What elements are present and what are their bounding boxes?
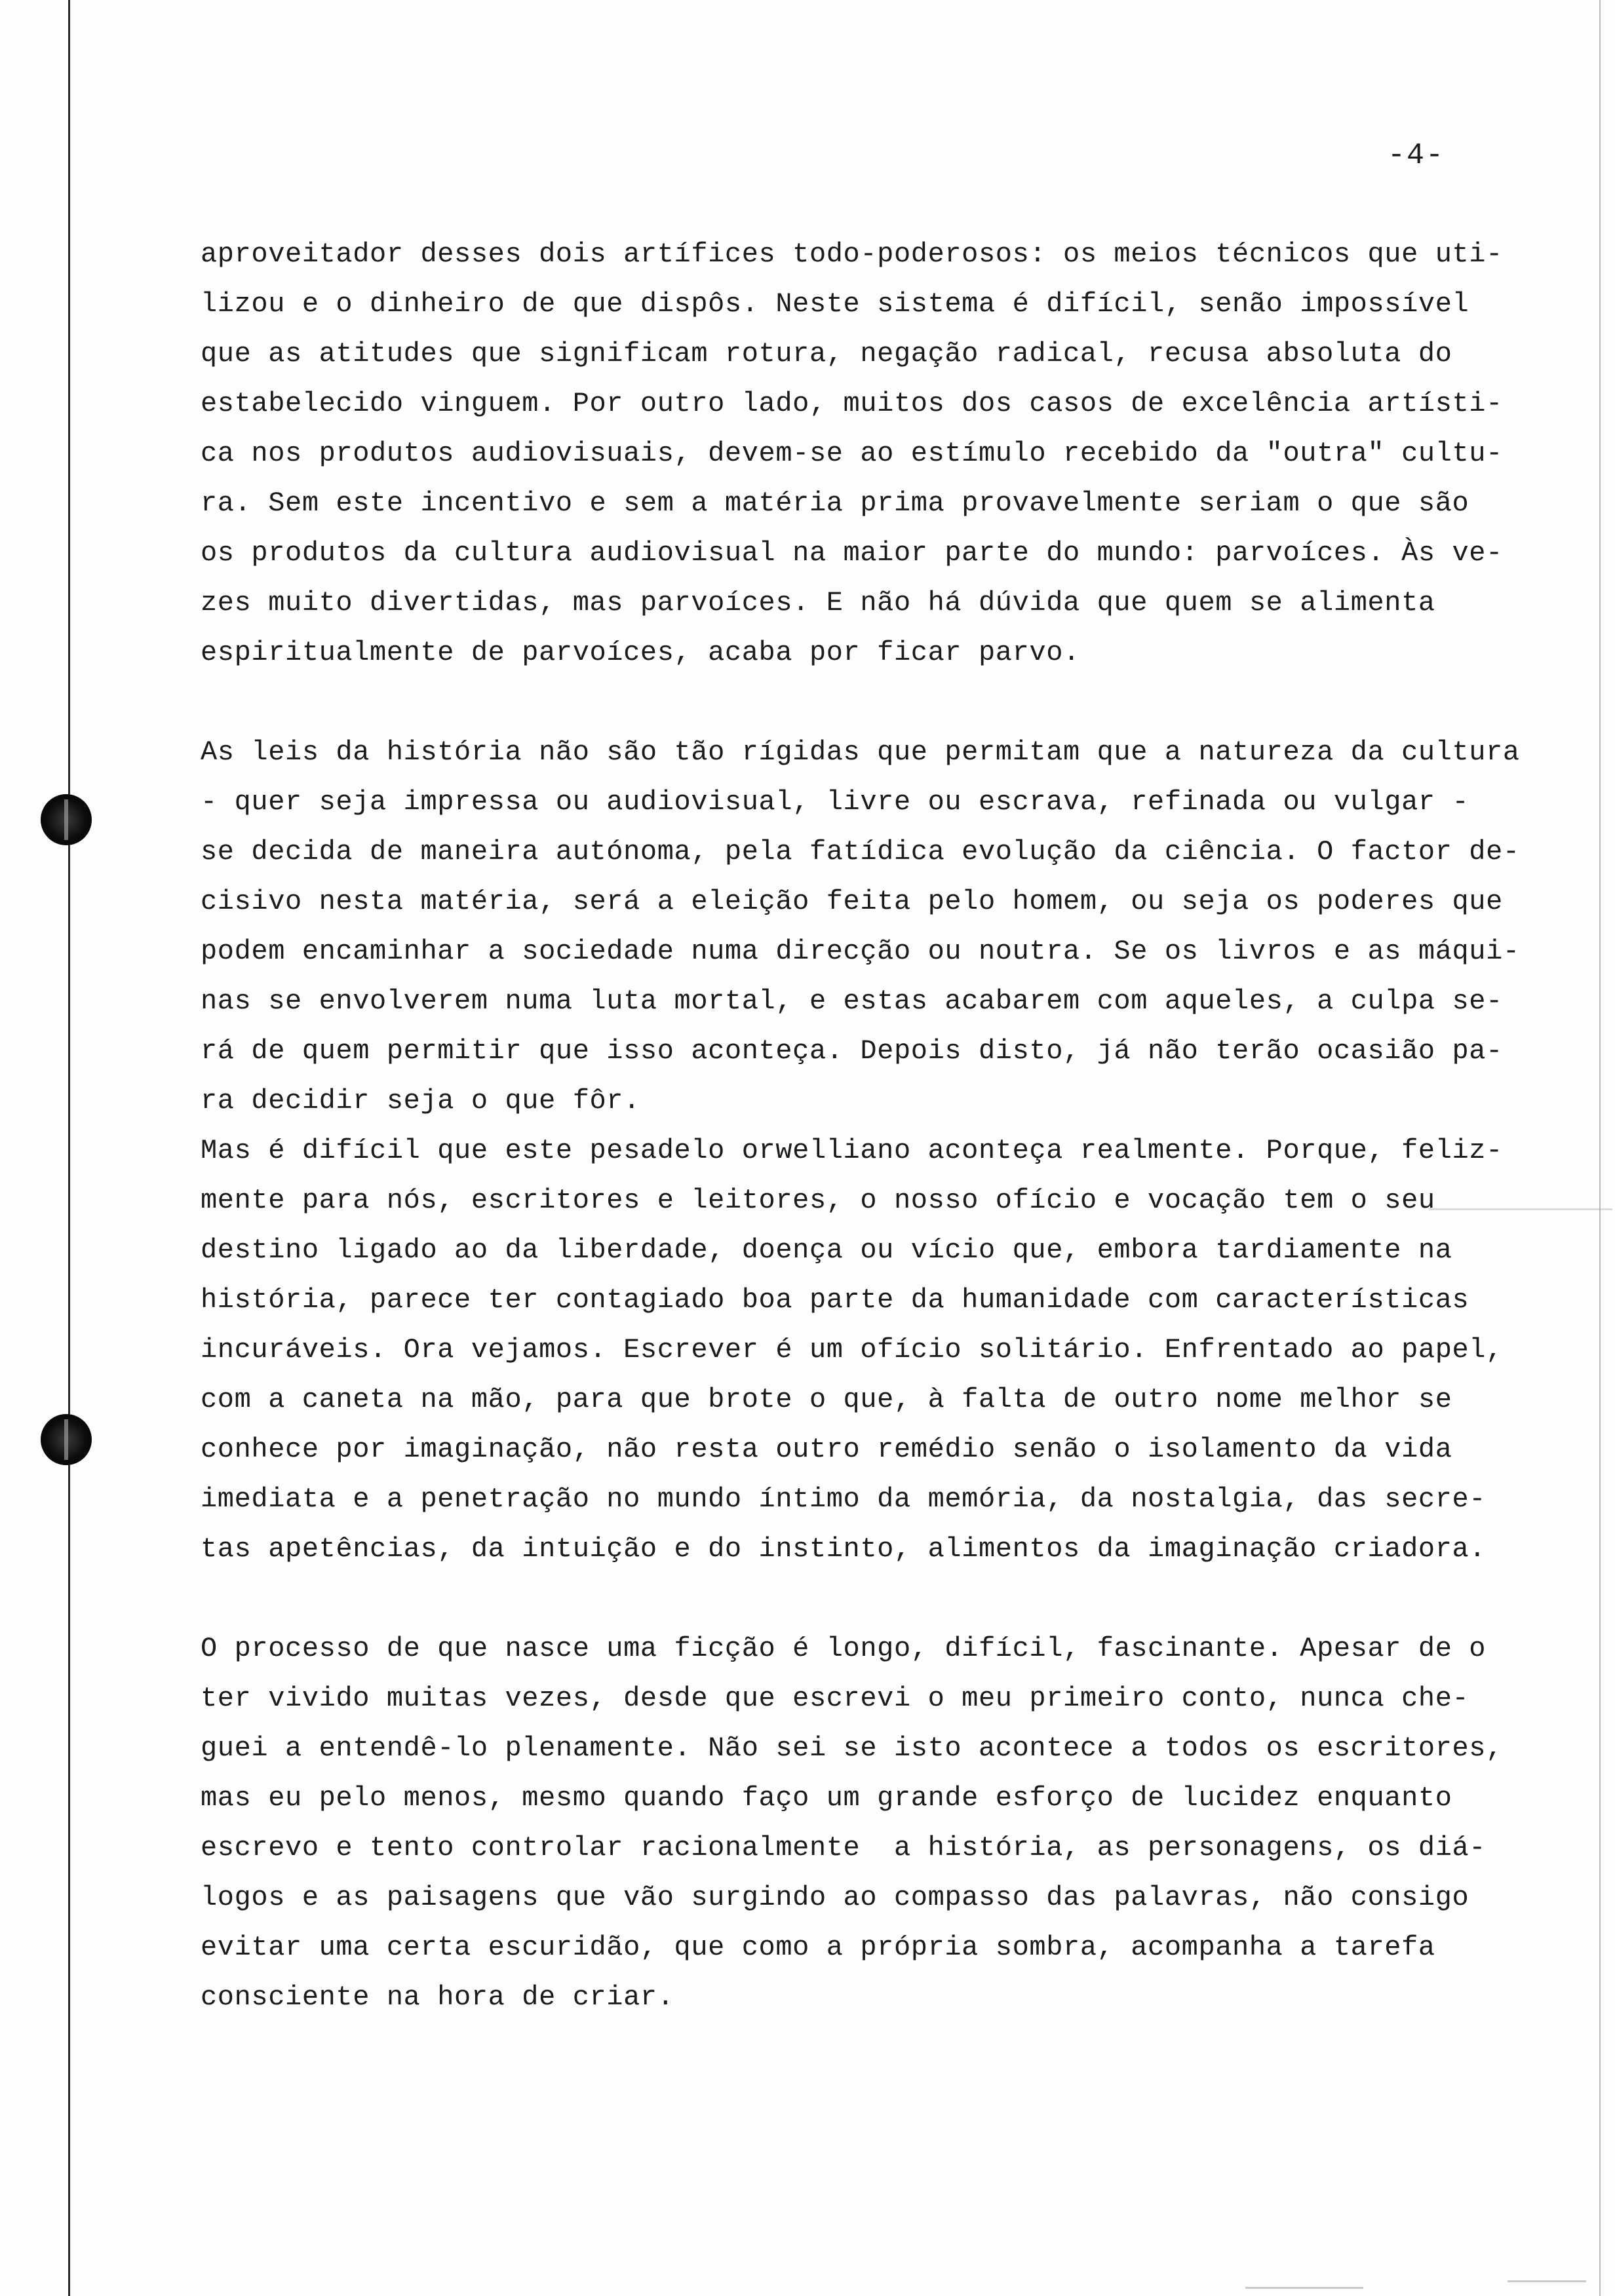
text-line: consciente na hora de criar. <box>201 1981 674 2013</box>
text-line: destino ligado ao da liberdade, doença ou vício que, embora tardiamente na <box>201 1234 1452 1266</box>
text-line: ra decidir seja o que fôr. <box>201 1085 640 1117</box>
text-line: estabelecido vinguem. Por outro lado, muitos dos casos de excelência artísti- <box>201 388 1503 419</box>
text-line: ra. Sem este incentivo e sem a matéria prima provavelmente seriam o que são <box>201 488 1469 519</box>
text-line: Mas é difícil que este pesadelo orwelliano aconteça realmente. Porque, feliz- <box>201 1135 1503 1166</box>
paragraph-2 <box>201 727 1520 1574</box>
paragraph-1 <box>201 229 1503 678</box>
text-line: se decida de maneira autónoma, pela fatídica evolução da ciência. O factor de- <box>201 836 1520 868</box>
text-line: escrevo e tento controlar racionalmente a história, as personagens, os diá- <box>201 1832 1487 1864</box>
left-margin-line <box>68 0 70 2296</box>
text-line: evitar uma certa escuridão, que como a própria sombra, acompanha a tarefa <box>201 1932 1435 1963</box>
text-line: conhece por imaginação, não resta outro remédio senão o isolamento da vida <box>201 1434 1452 1465</box>
text-line: imediata e a penetração no mundo íntimo da memória, da nostalgia, das secre- <box>201 1483 1487 1515</box>
text-line: lizou e o dinheiro de que dispôs. Neste sistema é difícil, senão impossível <box>201 288 1469 320</box>
text-line: com a caneta na mão, para que brote o que, à falta de outro nome melhor se <box>201 1384 1452 1415</box>
paragraph-gap <box>201 1574 1498 1624</box>
text-line: mas eu pelo menos, mesmo quando faço um grande esforço de lucidez enquanto <box>201 1782 1452 1814</box>
text-line: rá de quem permitir que isso aconteça. Depois disto, já não terão ocasião pa- <box>201 1035 1503 1067</box>
text-line: guei a entendê-lo plenamente. Não sei se isto acontece a todos os escritores, <box>201 1732 1503 1764</box>
text-line: logos e as paisagens que vão surgindo ao compasso das palavras, não consigo <box>201 1882 1469 1913</box>
text-line: espiritualmente de parvoíces, acaba por ficar parvo. <box>201 637 1080 668</box>
text-line: que as atitudes que significam rotura, negação radical, recusa absoluta do <box>201 338 1452 370</box>
text-line: mente para nós, escritores e leitores, o nosso ofício e vocação tem o seu <box>201 1185 1435 1216</box>
text-line: história, parece ter contagiado boa parte da humanidade com características <box>201 1284 1469 1316</box>
text-line: os produtos da cultura audiovisual na maior parte do mundo: parvoíces. Às ve- <box>201 537 1503 569</box>
scan-artifact <box>1245 2287 1363 2289</box>
punch-hole-icon <box>41 1414 92 1465</box>
text-line: cisivo nesta matéria, será a eleição feita pelo homem, ou seja os poderes que <box>201 886 1503 917</box>
paragraph-gap <box>201 678 1498 727</box>
text-line: nas se envolverem numa luta mortal, e estas acabarem com aqueles, a culpa se- <box>201 985 1503 1017</box>
text-line: incuráveis. Ora vejamos. Escrever é um ofício solitário. Enfrentado ao papel, <box>201 1334 1503 1366</box>
text-line: zes muito divertidas, mas parvoíces. E não há dúvida que quem se alimenta <box>201 587 1435 619</box>
text-line: podem encaminhar a sociedade numa direcção ou noutra. Se os livros e as máqui- <box>201 936 1520 967</box>
text-line: ca nos produtos audiovisuais, devem-se ao estímulo recebido da "outra" cultu- <box>201 438 1503 469</box>
text-line: - quer seja impressa ou audiovisual, livre ou escrava, refinada ou vulgar - <box>201 786 1469 818</box>
text-line: As leis da história não são tão rígidas que permitam que a natureza da cultura <box>201 737 1520 768</box>
text-line: tas apetências, da intuição e do instinto, alimentos da imaginação criadora. <box>201 1533 1487 1565</box>
scan-artifact <box>1429 1208 1612 1210</box>
paragraph-3 <box>201 1624 1503 2022</box>
text-line: ter vivido muitas vezes, desde que escrevi o meu primeiro conto, nunca che- <box>201 1683 1469 1714</box>
right-page-edge <box>1599 0 1601 2296</box>
text-line: O processo de que nasce uma ficção é longo, difícil, fascinante. Apesar de o <box>201 1633 1487 1664</box>
text-line: aproveitador desses dois artífices todo-poderosos: os meios técnicos que uti- <box>201 239 1503 270</box>
scan-artifact <box>1508 2280 1586 2282</box>
punch-hole-icon <box>41 794 92 845</box>
page-number: -4- <box>1387 139 1445 172</box>
body-text <box>201 229 1520 2022</box>
